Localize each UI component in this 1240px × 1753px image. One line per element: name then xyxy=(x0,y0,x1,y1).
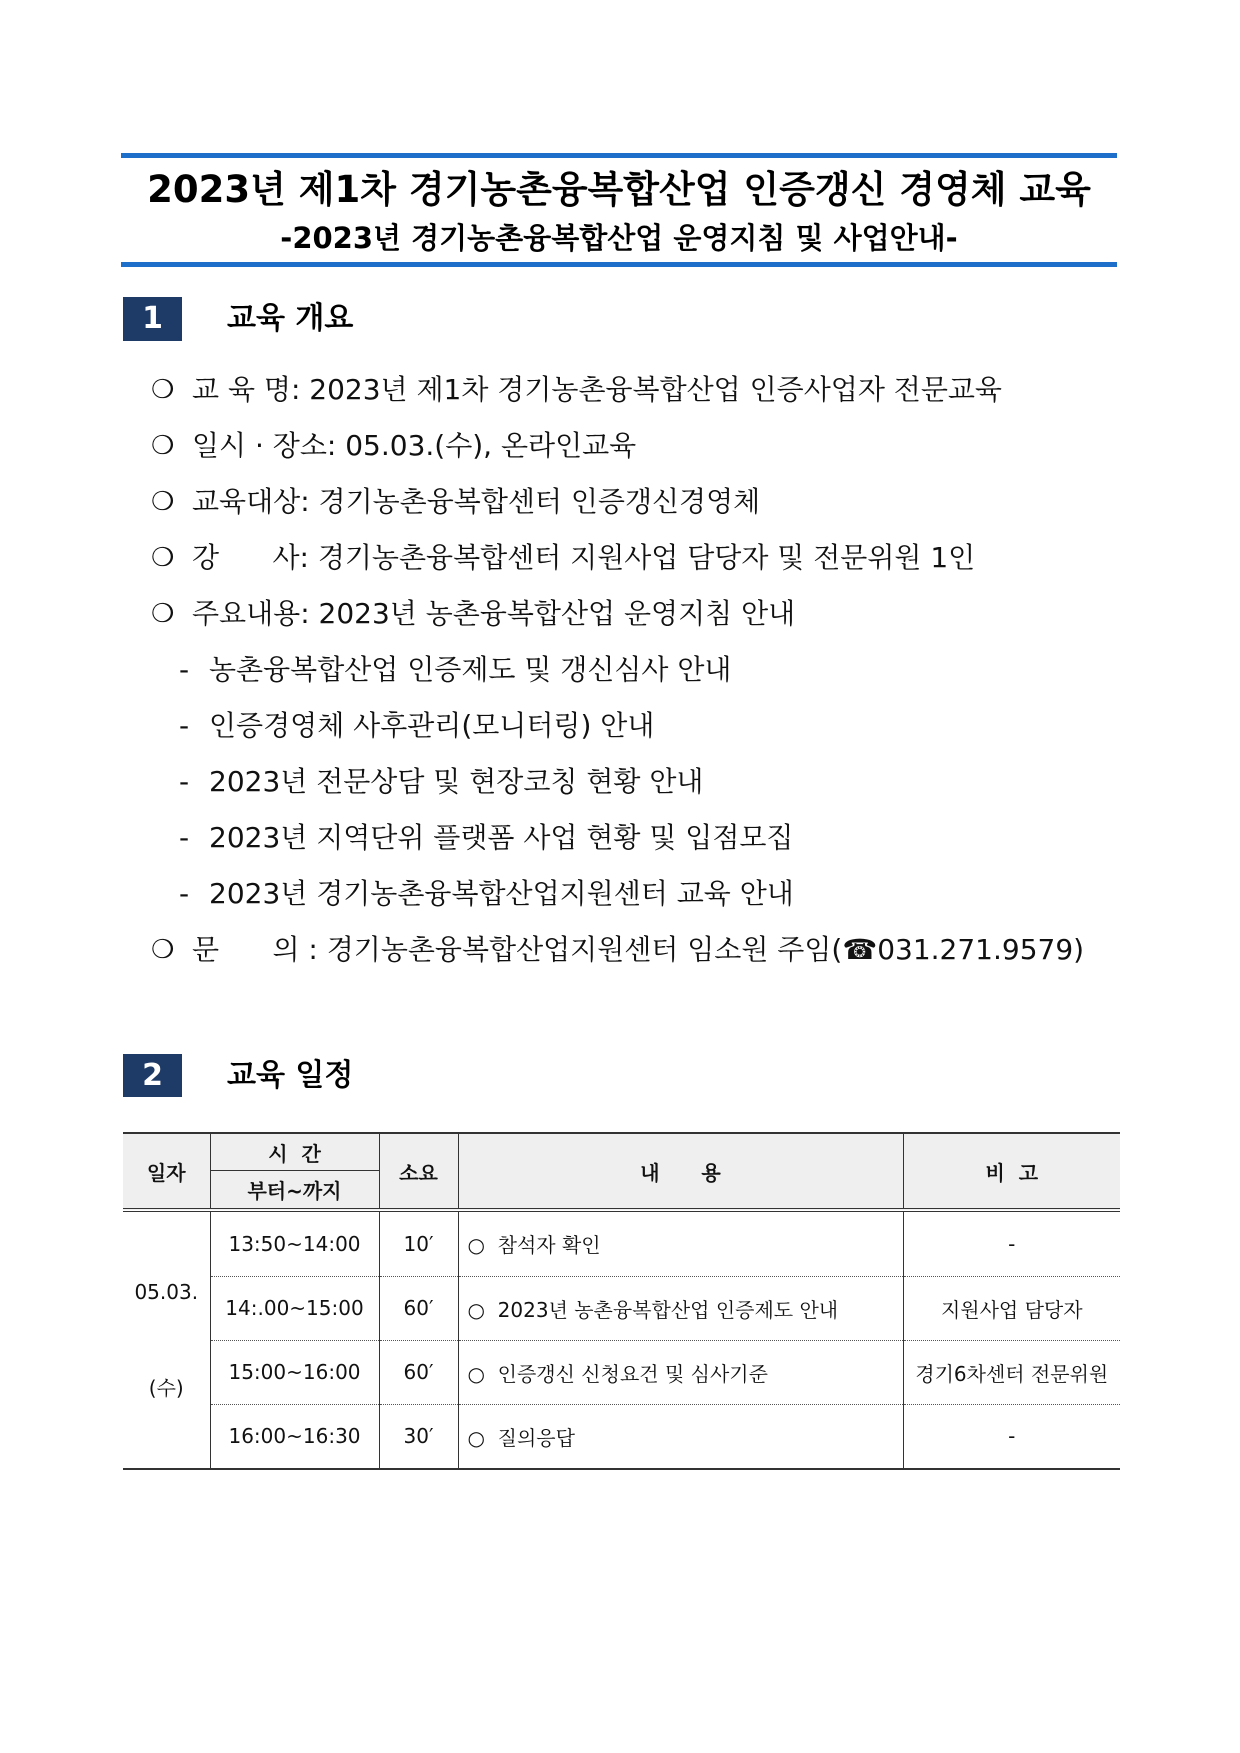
title-top-rule xyxy=(121,153,1117,158)
table-row xyxy=(123,1276,1120,1340)
title-bottom-rule xyxy=(121,262,1117,267)
header-time-range: 부터~까지 xyxy=(210,1171,379,1211)
sub-list-item-text: 2023년 전문상담 및 현장코칭 현황 안내 xyxy=(209,765,704,798)
note-cell: - xyxy=(903,1404,1120,1469)
list-item-text: 일시 · 장소: 05.03.(수), 온라인교육 xyxy=(192,429,637,462)
header-content: 내 용 xyxy=(458,1133,903,1210)
dash-icon: - xyxy=(179,653,190,686)
sub-list-item xyxy=(0,762,1240,818)
bullet-icon: ❍ xyxy=(151,543,175,573)
date-text: 05.03. xyxy=(134,1280,199,1304)
sub-list-item-text: 농촌융복합산업 인증제도 및 갱신심사 안내 xyxy=(209,653,732,686)
content-cell: ○ 참석자 확인 xyxy=(458,1210,903,1276)
content-cell: ○ 인증갱신 신청요건 및 심사기준 xyxy=(458,1340,903,1404)
content-cell: ○ 질의응답 xyxy=(458,1404,903,1469)
date-cell xyxy=(123,1210,210,1469)
time-cell: 14:.00~15:00 xyxy=(210,1276,379,1340)
header-time: 시 간 xyxy=(210,1133,379,1171)
list-item-text: 교 육 명: 2023년 제1차 경기농촌융복합산업 인증사업자 전문교육 xyxy=(192,373,1002,406)
sub-list-item xyxy=(0,706,1240,762)
header-duration: 소요 xyxy=(379,1133,458,1210)
duration-cell: 10′ xyxy=(379,1210,458,1276)
document-subtitle: -2023년 경기농촌융복합산업 운영지침 및 사업안내- xyxy=(280,221,958,255)
sub-list-item xyxy=(0,818,1240,874)
list-item xyxy=(0,482,1240,538)
bullet-icon: ❍ xyxy=(151,375,175,405)
table-row xyxy=(123,1210,1120,1276)
duration-cell: 30′ xyxy=(379,1404,458,1469)
time-cell: 13:50~14:00 xyxy=(210,1210,379,1276)
section-heading: 교육 개요 xyxy=(227,301,354,336)
note-cell: 경기6차센터 전문위원 xyxy=(903,1340,1120,1404)
list-item xyxy=(0,594,1240,650)
content-cell: ○ 2023년 농촌융복합산업 인증제도 안내 xyxy=(458,1276,903,1340)
dash-icon: - xyxy=(179,877,190,910)
dash-icon: - xyxy=(179,765,190,798)
overview-list xyxy=(0,370,1240,986)
section-heading: 교육 일정 xyxy=(227,1058,354,1093)
list-item-text: 교육대상: 경기농촌융복합센터 인증갱신경영체 xyxy=(192,485,761,518)
weekday-text: (수) xyxy=(148,1376,184,1400)
note-cell: 지원사업 담당자 xyxy=(903,1276,1120,1340)
note-cell: - xyxy=(903,1210,1120,1276)
sub-list-item xyxy=(0,874,1240,930)
bullet-icon: ❍ xyxy=(151,487,175,517)
list-item xyxy=(0,538,1240,594)
list-item xyxy=(0,426,1240,482)
sub-list-item xyxy=(0,650,1240,706)
duration-cell: 60′ xyxy=(379,1276,458,1340)
section-number-badge: 1 xyxy=(123,297,182,341)
time-cell: 16:00~16:30 xyxy=(210,1404,379,1469)
time-cell: 15:00~16:00 xyxy=(210,1340,379,1404)
bullet-icon: ❍ xyxy=(151,935,175,965)
document-title: 2023년 제1차 경기농촌융복합산업 인증갱신 경영체 교육 xyxy=(147,168,1091,211)
section-number-badge: 2 xyxy=(123,1054,182,1097)
header-date: 일자 xyxy=(123,1133,210,1210)
dash-icon: - xyxy=(179,821,190,854)
list-item-text: 강 사: 경기농촌융복합센터 지원사업 담당자 및 전문위원 1인 xyxy=(192,541,976,574)
list-item-text: 주요내용: 2023년 농촌융복합산업 운영지침 안내 xyxy=(192,597,796,630)
header-note: 비 고 xyxy=(903,1133,1120,1210)
duration-cell: 60′ xyxy=(379,1340,458,1404)
sub-list-item-text: 인증경영체 사후관리(모니터링) 안내 xyxy=(209,709,655,742)
sub-list-item-text: 2023년 지역단위 플랫폼 사업 현황 및 입점모집 xyxy=(209,821,794,854)
dash-icon: - xyxy=(179,709,190,742)
sub-list-item-text: 2023년 경기농촌융복합산업지원센터 교육 안내 xyxy=(209,877,794,910)
schedule-table xyxy=(123,1132,1120,1470)
list-item xyxy=(0,930,1240,986)
table-row xyxy=(123,1404,1120,1469)
bullet-icon: ❍ xyxy=(151,431,175,461)
list-item xyxy=(0,370,1240,426)
bullet-icon: ❍ xyxy=(151,599,175,629)
list-item-text: 문 의 : 경기농촌융복합산업지원센터 임소원 주임(☎031.271.9579) xyxy=(192,933,1085,966)
table-row xyxy=(123,1340,1120,1404)
